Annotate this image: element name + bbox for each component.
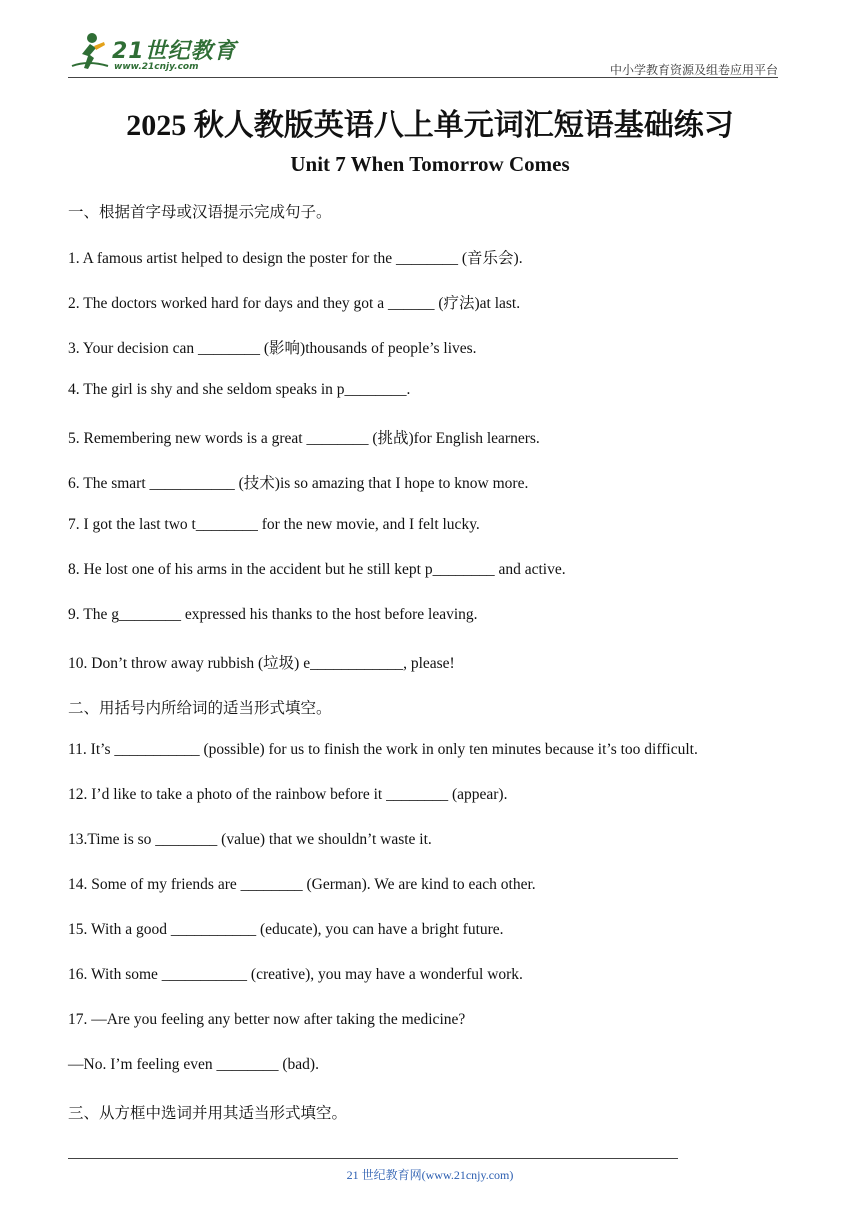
- question-line: 4. The girl is shy and she seldom speaks in p________.: [68, 381, 411, 398]
- question-line: 11. It’s ___________ (possible) for us to finish the work in only ten minutes because it’s too difficult.: [68, 741, 698, 758]
- question-line: 6. The smart ___________ (技术)is so amazing that I hope to know more.: [68, 475, 529, 492]
- question-line: 5. Remembering new words is a great ________ (挑战)for English learners.: [68, 430, 540, 447]
- document-title: 2025 秋人教版英语八上单元词汇短语基础练习: [126, 109, 734, 142]
- question-line: 12. I’d like to take a photo of the rainbow before it ________ (appear).: [68, 786, 508, 803]
- question-line: 8. He lost one of his arms in the accident but he still kept p________ and active.: [68, 561, 566, 578]
- section-heading: 一、根据首字母或汉语提示完成句子。: [68, 204, 332, 221]
- question-line: 14. Some of my friends are ________ (German). We are kind to each other.: [68, 876, 536, 893]
- question-line: 1. A famous artist helped to design the poster for the ________ (音乐会).: [68, 250, 523, 267]
- question-line: 10. Don’t throw away rubbish (垃圾) e____________, please!: [68, 655, 455, 672]
- footer-divider: [68, 1158, 678, 1159]
- section-heading: 二、用括号内所给词的适当形式填空。: [68, 700, 332, 717]
- section-heading: 三、从方框中选词并用其适当形式填空。: [68, 1105, 348, 1122]
- question-line: 16. With some ___________ (creative), you may have a wonderful work.: [68, 966, 523, 983]
- logo-url: www.21cnjy.com: [114, 62, 199, 72]
- question-line: 2. The doctors worked hard for days and they got a ______ (疗法)at last.: [68, 295, 521, 312]
- question-line: —No. I’m feeling even ________ (bad).: [68, 1056, 319, 1073]
- question-line: 17. —Are you feeling any better now after taking the medicine?: [68, 1011, 466, 1028]
- logo-text: 21世纪教育: [112, 39, 237, 64]
- document-subtitle: Unit 7 When Tomorrow Comes: [290, 152, 570, 176]
- question-line: 15. With a good ___________ (educate), you can have a bright future.: [68, 921, 504, 938]
- question-line: 3. Your decision can ________ (影响)thousands of people’s lives.: [68, 340, 477, 357]
- header-platform-text: 中小学教育资源及组卷应用平台: [609, 63, 778, 77]
- footer-link[interactable]: 21 世纪教育网(www.21cnjy.com): [346, 1168, 514, 1182]
- question-line: 7. I got the last two t________ for the new movie, and I felt lucky.: [68, 516, 480, 533]
- header-divider: [68, 77, 778, 78]
- runner-logo-icon: [68, 30, 112, 74]
- question-line: 9. The g________ expressed his thanks to the host before leaving.: [68, 606, 478, 623]
- page-header: [68, 30, 778, 78]
- site-logo: [68, 30, 238, 76]
- question-line: 13.Time is so ________ (value) that we shouldn’t waste it.: [68, 831, 432, 848]
